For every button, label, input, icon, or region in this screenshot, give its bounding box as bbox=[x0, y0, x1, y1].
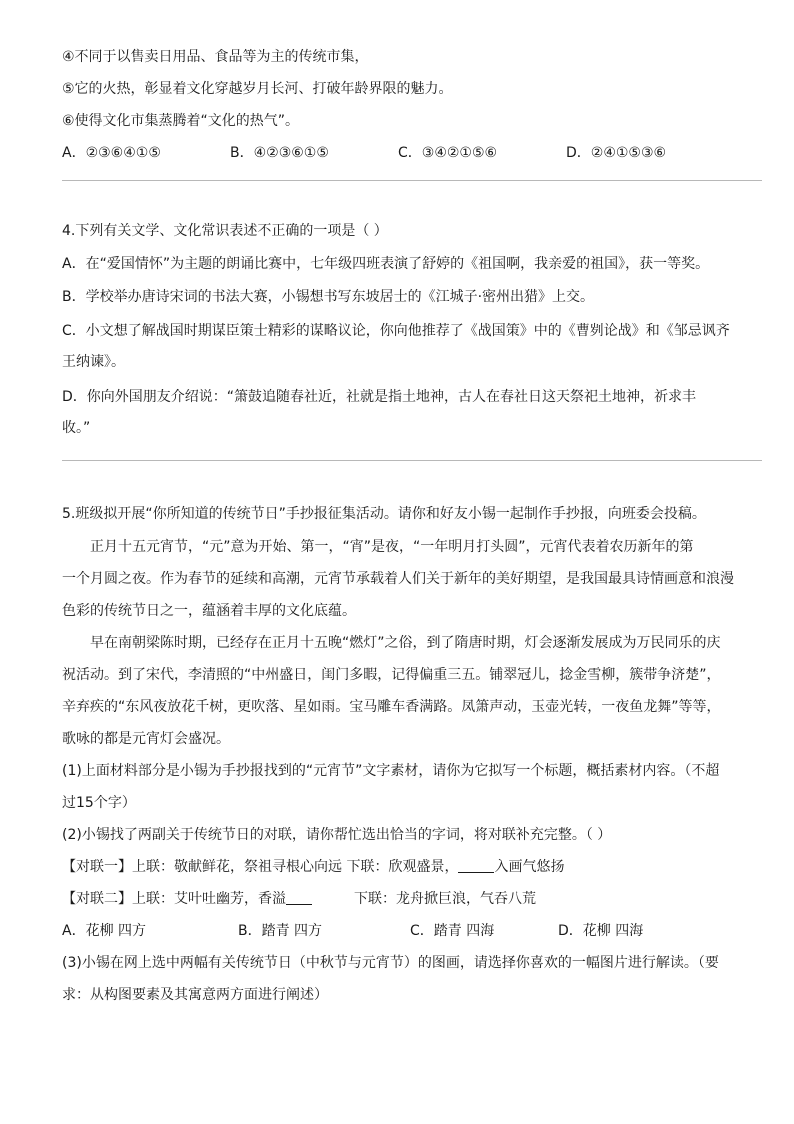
q5-option-c: C．踏青 四海 bbox=[410, 923, 495, 939]
divider bbox=[62, 180, 762, 181]
q4-option-c-line1: C．小文想了解战国时期谋臣策士精彩的谋略议论，你向他推荐了《战国策》中的《曹刿论战》和《邹忌讽齐 bbox=[62, 323, 730, 339]
q5-passage-p1: 一个月圆之夜。作为春节的延续和高潮，元宵节承载着人们关于新年的美好期望，是我国最具诗情画意和浪漫 bbox=[62, 571, 734, 587]
q5-stem: 5.班级拟开展“你所知道的传统节日”手抄报征集活动。请你和好友小锡一起制作手抄报，向班委会投稿。 bbox=[62, 506, 706, 522]
q4-stem: 4.下列有关文学、文化常识表述不正确的一项是（ ） bbox=[62, 223, 388, 239]
q5-passage-p2: 歌咏的都是元宵灯会盛况。 bbox=[62, 731, 230, 747]
q5-passage-p2: 早在南朝梁陈时期，已经存在正月十五晚“燃灯”之俗，到了隋唐时期，灯会逐渐发展成为万民同乐的庆 bbox=[90, 635, 721, 651]
q5-sub3-line2: 求：从构图要素及其寓意两方面进行阐述） bbox=[62, 987, 328, 1003]
q5-couplet-1 bbox=[62, 857, 564, 877]
q5-sub3-line1: (3)小锡在网上选中两幅有关传统节日（中秋节与元宵节）的图画，请选择你喜欢的一幅图片进行解读。（要 bbox=[62, 955, 719, 971]
q3-option-d: D．②④①⑤③⑥ bbox=[566, 145, 667, 161]
q3-item-4: ④不同于以售卖日用品、食品等为主的传统市集， bbox=[62, 49, 369, 65]
q5-option-d: D．花柳 四海 bbox=[558, 923, 644, 939]
q4-option-b: B．学校举办唐诗宋词的书法大赛，小锡想书写东坡居士的《江城子·密州出猎》上交。 bbox=[62, 289, 595, 305]
q5-sub1-line1: (1)上面材料部分是小锡为手抄报找到的“元宵节”文字素材，请你为它拟写一个标题，概括素材内容。（不超 bbox=[62, 763, 720, 779]
couplet-2-text: 【对联二】上联：艾叶吐幽芳，香溢 bbox=[62, 891, 286, 907]
q4-option-d-line2: 收。” bbox=[62, 420, 91, 436]
q5-options bbox=[0, 921, 794, 941]
q4-option-c-line2: 王纳谏》。 bbox=[62, 354, 125, 370]
q3-options bbox=[0, 143, 794, 163]
q5-passage-p1: 正月十五元宵节，“元”意为开始、第一，“宵”是夜，“一年明月打头圆”，元宵代表着农历新年的第 bbox=[90, 539, 694, 555]
q5-passage-p2: 祝活动。到了宋代，李清照的“中州盛日，闺门多暇，记得偏重三五。铺翠冠儿，捻金雪柳，簇带争济楚”， bbox=[62, 667, 721, 683]
divider bbox=[62, 460, 762, 461]
q3-option-a: A．②③⑥④①⑤ bbox=[62, 145, 161, 161]
q5-option-a: A．花柳 四方 bbox=[62, 923, 147, 939]
couplet-2-tail: 下联：龙舟掀巨浪，气吞八荒 bbox=[354, 891, 536, 907]
q5-sub2: (2)小锡找了两副关于传统节日的对联，请你帮忙选出恰当的字词，将对联补充完整。（ ） bbox=[62, 827, 612, 843]
q5-passage-p1: 色彩的传统节日之一，蕴涵着丰厚的文化底蕴。 bbox=[62, 603, 356, 619]
q5-option-b: B．踏青 四方 bbox=[238, 923, 323, 939]
couplet-1-text: 【对联一】上联：敬献鲜花，祭祖寻根心向远 下联：欣观盛景， bbox=[62, 859, 459, 875]
q5-sub1-line2: 过15个字） bbox=[62, 795, 136, 811]
q5-passage-p2: 辛弃疾的“东风夜放花千树，更吹落、星如雨。宝马雕车香满路。凤箫声动，玉壶光转，一夜鱼龙舞”等等， bbox=[62, 699, 721, 715]
couplet-2-blank[interactable] bbox=[286, 890, 312, 905]
q4-option-d-line1: D．你向外国朋友介绍说：“箫鼓追随春社近，社就是指土地神，古人在春社日这天祭祀土地神，祈求丰 bbox=[62, 389, 697, 405]
q3-item-5: ⑤它的火热，彰显着文化穿越岁月长河、打破年龄界限的魅力。 bbox=[62, 81, 453, 97]
couplet-1-tail: 入画气悠扬 bbox=[494, 859, 565, 875]
q3-item-6: ⑥使得文化市集蒸腾着“文化的热气”。 bbox=[62, 113, 300, 129]
q5-couplet-2 bbox=[62, 889, 536, 909]
q3-option-c: C．③④②①⑤⑥ bbox=[398, 145, 498, 161]
couplet-1-blank[interactable] bbox=[458, 858, 494, 873]
q4-option-a: A．在“爱国情怀”为主题的朗诵比赛中，七年级四班表演了舒婷的《祖国啊，我亲爱的祖国》，获一等奖。 bbox=[62, 256, 710, 272]
q3-option-b: B．④②③⑥①⑤ bbox=[230, 145, 329, 161]
